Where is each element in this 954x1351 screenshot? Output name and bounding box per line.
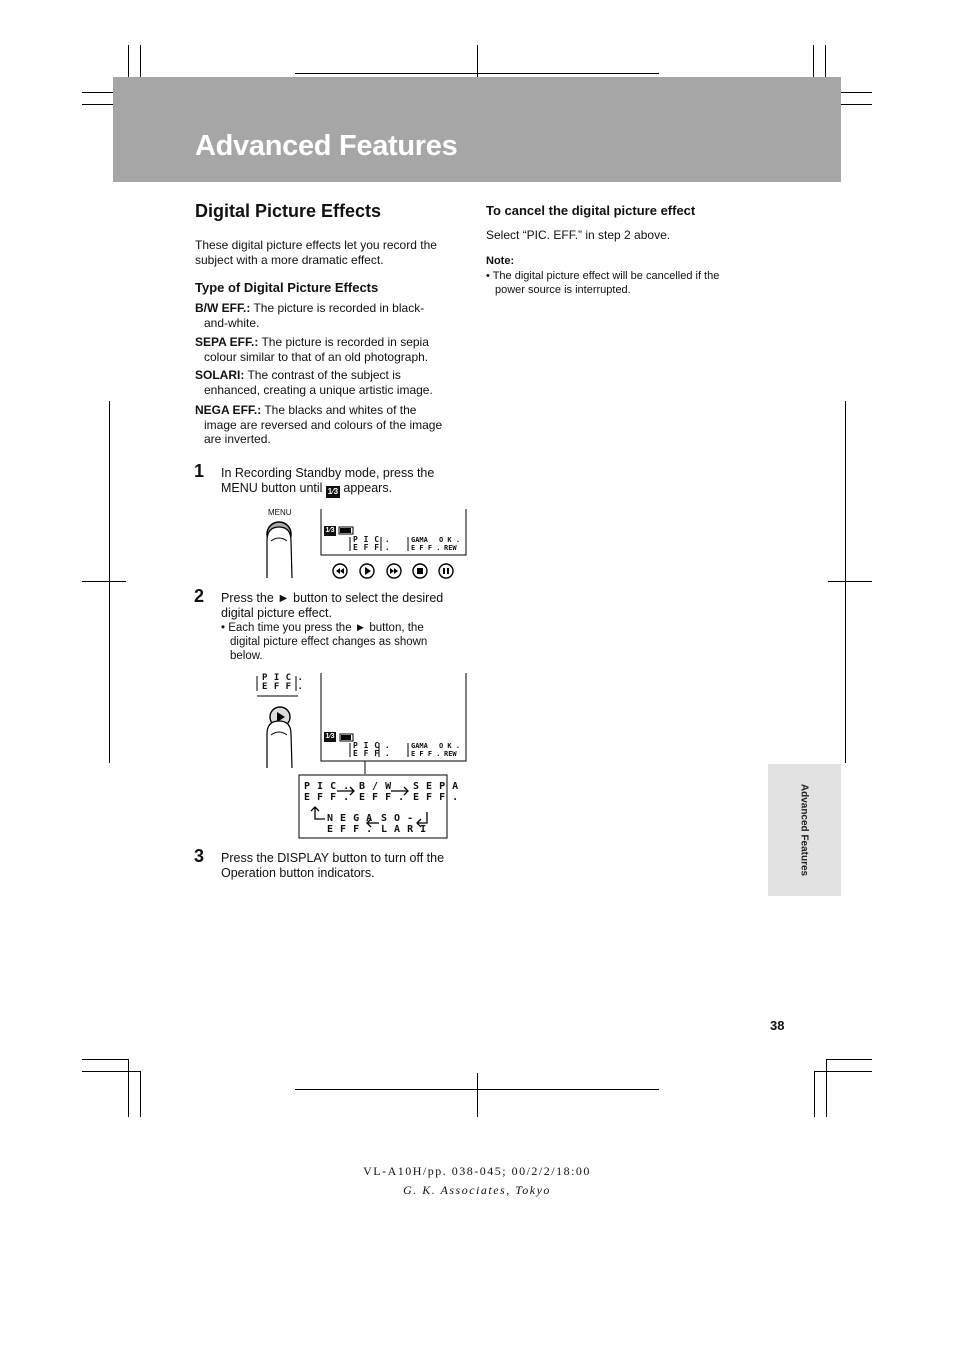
cycle-sepa-eff: S E P A E F F . <box>413 781 459 803</box>
type-term: B/W EFF.: <box>195 301 251 315</box>
cycle-solari: S O - L A R I <box>381 813 427 835</box>
step-number: 3 <box>194 846 205 866</box>
cycle-pic-eff: P I C . E F F . <box>304 781 350 803</box>
page-number: 38 <box>770 1018 785 1033</box>
lcd-gama-eff: GAMA E F F . <box>411 536 441 552</box>
menu-label: MENU <box>268 508 292 517</box>
page-icon: 1⁄3 <box>325 733 335 740</box>
section-title: Digital Picture Effects <box>195 201 382 221</box>
type-term: NEGA EFF.: <box>195 403 262 417</box>
finger-icon <box>267 527 292 578</box>
step-bullet: • Each time you press the ► button, the digital picture effect changes as shown below. <box>221 622 428 662</box>
lcd-pic-eff: P I C . E F F . <box>353 535 391 552</box>
finger-icon <box>267 721 292 768</box>
note-text: • The digital picture effect will be cancelled if the power source is interrupted. <box>486 270 720 296</box>
step-number: 1 <box>194 461 205 481</box>
step-text: In Recording Standby mode, press the MENU button until 1⁄3 appears. <box>221 466 435 496</box>
side-tab <box>768 764 841 896</box>
footer-publisher: G. K. Associates, Tokyo <box>403 1183 551 1197</box>
cycle-bw-eff: B / W E F F . <box>359 781 405 803</box>
lcd-ok-rew: O K . REW <box>439 742 461 758</box>
type-term: SOLARI: <box>195 368 245 382</box>
page-title: Advanced Features <box>195 130 458 162</box>
type-definition: B/W EFF.: The picture is recorded in black- and-white. <box>195 301 425 330</box>
lcd-top-pic-eff: P I C . E F F . <box>262 673 304 692</box>
note-heading: Note: <box>486 255 515 267</box>
cancel-heading: To cancel the digital picture effect <box>486 203 696 218</box>
page-icon: 1⁄3 <box>325 527 335 534</box>
figure-menu-screen <box>255 505 470 585</box>
step-number: 2 <box>194 586 205 606</box>
page-icon: 1⁄3 <box>327 486 339 496</box>
type-definition: SOLARI: The contrast of the subject is enhanced, creating a unique artistic image. <box>195 368 433 397</box>
side-tab-label: Advanced Features <box>798 783 810 877</box>
footer-file-info: VL-A10H/pp. 038-045; 00/2/2/18:00 <box>363 1164 591 1178</box>
lcd-ok-rew: O K . REW <box>439 536 461 552</box>
type-definition: SEPA EFF.: The picture is recorded in sepia colour similar to that of an old photograph. <box>195 335 429 364</box>
cancel-text: Select “PIC. EFF.” in step 2 above. <box>486 228 671 242</box>
lcd-gama-eff: GAMA E F F . <box>411 742 441 758</box>
types-heading: Type of Digital Picture Effects <box>195 280 379 295</box>
type-term: SEPA EFF.: <box>195 335 259 349</box>
intro-text: These digital picture effects let you record the subject with a more dramatic effect. <box>195 238 437 267</box>
step-text: Press the DISPLAY button to turn off the Operation button indicators. <box>221 851 445 880</box>
step-text: Press the ► button to select the desired digital picture effect. <box>221 591 444 620</box>
lcd-pic-eff: P I C . E F F . <box>353 741 391 758</box>
figure-effect-cycle <box>255 671 470 841</box>
type-definition: NEGA EFF.: The blacks and whites of the image are reversed and colours of the image are inverted. <box>195 403 443 446</box>
cycle-nega-eff: N E G A E F F . <box>327 813 373 835</box>
